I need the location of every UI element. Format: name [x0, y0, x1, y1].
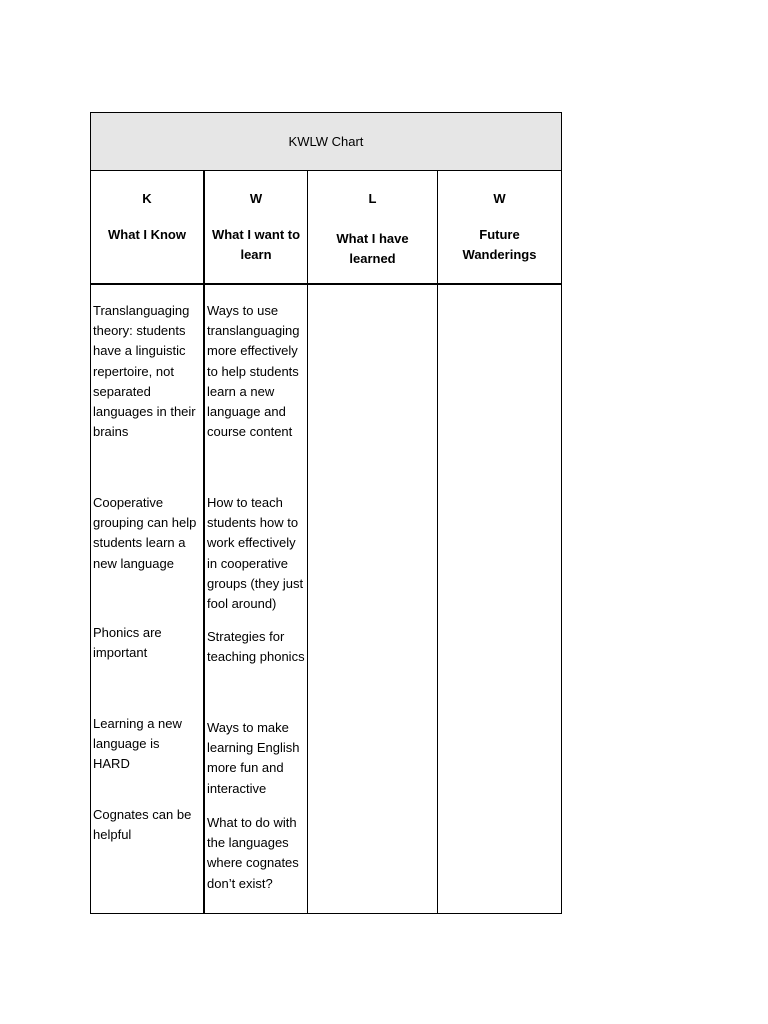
know-entry: Phonics are important: [93, 625, 162, 661]
know-entry: Cooperative grouping can help students learn a new language: [93, 495, 197, 571]
header-want-description: What I want to learn: [211, 227, 301, 262]
want-entry: Strategies for teaching phonics: [207, 629, 305, 665]
header-want: [205, 171, 307, 283]
want-entry: What to do with the languages where cognates don’t exist?: [207, 815, 299, 891]
header-know: [91, 171, 203, 283]
column-divider: [437, 171, 438, 913]
header-wanderings-description: Future Wanderings: [462, 227, 537, 262]
header-learned: [308, 171, 437, 283]
want-entry: How to teach students how to work effectively in cooperative groups (they just fool around): [207, 495, 304, 612]
chart-title: KWLW Chart: [288, 134, 364, 149]
header-want-letter: W: [249, 191, 263, 206]
chart-title-row: [91, 113, 561, 171]
header-know-letter: K: [142, 191, 152, 206]
know-entry: Cognates can be helpful: [93, 807, 192, 843]
want-entry: Ways to make learning English more fun and interactive: [207, 720, 300, 796]
know-entry: Translanguaging theory: students have a linguistic repertoire, not separated languages in their brains: [93, 303, 196, 440]
header-learned-letter: L: [368, 191, 377, 206]
kwlw-chart: [90, 112, 562, 914]
header-know-description: What I Know: [108, 227, 186, 242]
header-learned-description: What I have learned: [336, 231, 409, 266]
header-wanderings: [438, 171, 561, 283]
column-divider: [203, 171, 205, 913]
want-entry: Ways to use translanguaging more effectively to help students learn a new language and course content: [207, 303, 300, 440]
header-row: [91, 171, 561, 285]
header-wanderings-letter: W: [493, 191, 506, 206]
know-entry: Learning a new language is HARD: [93, 716, 182, 772]
column-divider: [307, 171, 308, 913]
